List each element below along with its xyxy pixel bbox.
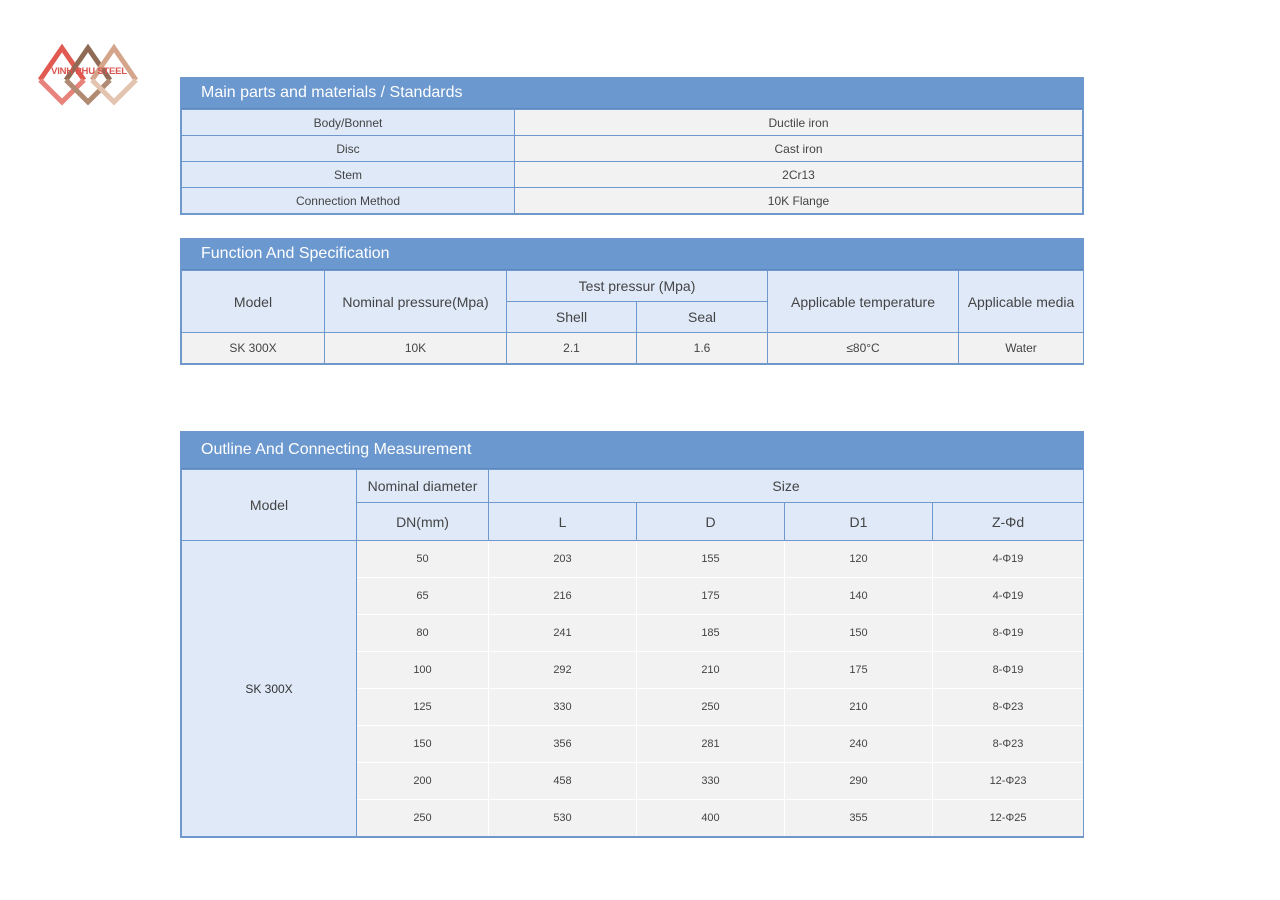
cell-d1: 210	[785, 689, 933, 726]
cell-z: 12-Φ25	[933, 800, 1084, 837]
cell-l: 216	[489, 578, 637, 615]
cell-dn: 200	[357, 763, 489, 800]
cell-d1: 290	[785, 763, 933, 800]
table-row	[182, 188, 1083, 214]
cell-d: 250	[637, 689, 785, 726]
cell-d: 155	[637, 541, 785, 578]
header-z: Z-Φd	[933, 503, 1084, 541]
header-model: Model	[182, 470, 357, 541]
function-section	[180, 238, 1084, 365]
cell-d: 185	[637, 615, 785, 652]
cell-seal: 1.6	[637, 333, 768, 364]
material-value: 10K Flange	[515, 188, 1083, 214]
cell-d: 330	[637, 763, 785, 800]
table-header-row	[182, 470, 1084, 503]
part-name: Body/Bonnet	[182, 110, 515, 136]
cell-d1: 140	[785, 578, 933, 615]
part-name: Disc	[182, 136, 515, 162]
cell-z: 4-Φ19	[933, 578, 1084, 615]
header-temperature: Applicable temperature	[768, 271, 959, 333]
material-value: Ductile iron	[515, 110, 1083, 136]
cell-d: 210	[637, 652, 785, 689]
cell-l: 203	[489, 541, 637, 578]
header-seal: Seal	[637, 302, 768, 333]
cell-temperature: ≤80°C	[768, 333, 959, 364]
part-name: Stem	[182, 162, 515, 188]
function-title: Function And Specification	[181, 239, 1083, 270]
header-test-pressure: Test pressur (Mpa)	[507, 271, 768, 302]
cell-d1: 355	[785, 800, 933, 837]
materials-title: Main parts and materials / Standards	[181, 78, 1083, 109]
cell-dn: 50	[357, 541, 489, 578]
material-value: Cast iron	[515, 136, 1083, 162]
table-row	[182, 541, 1084, 578]
cell-d1: 120	[785, 541, 933, 578]
table-header-row	[182, 271, 1084, 302]
outline-table	[181, 469, 1084, 837]
cell-d1: 240	[785, 726, 933, 763]
header-model: Model	[182, 271, 325, 333]
table-row	[182, 162, 1083, 188]
cell-dn: 150	[357, 726, 489, 763]
function-table	[181, 270, 1084, 364]
cell-d: 175	[637, 578, 785, 615]
cell-l: 330	[489, 689, 637, 726]
cell-l: 458	[489, 763, 637, 800]
material-value: 2Cr13	[515, 162, 1083, 188]
header-nominal-pressure: Nominal pressure(Mpa)	[325, 271, 507, 333]
header-d1: D1	[785, 503, 933, 541]
cell-dn: 125	[357, 689, 489, 726]
cell-z: 12-Φ23	[933, 763, 1084, 800]
cell-dn: 250	[357, 800, 489, 837]
cell-d1: 175	[785, 652, 933, 689]
materials-section	[180, 77, 1084, 215]
header-shell: Shell	[507, 302, 637, 333]
cell-l: 356	[489, 726, 637, 763]
header-media: Applicable media	[959, 271, 1084, 333]
cell-d: 400	[637, 800, 785, 837]
cell-l: 292	[489, 652, 637, 689]
cell-z: 8-Φ19	[933, 652, 1084, 689]
cell-dn: 65	[357, 578, 489, 615]
cell-z: 8-Φ23	[933, 689, 1084, 726]
header-d: D	[637, 503, 785, 541]
cell-model: SK 300X	[182, 541, 357, 837]
cell-z: 8-Φ19	[933, 615, 1084, 652]
part-name: Connection Method	[182, 188, 515, 214]
cell-d1: 150	[785, 615, 933, 652]
header-nominal-diameter: Nominal diameter	[357, 470, 489, 503]
cell-dn: 80	[357, 615, 489, 652]
outline-section	[180, 431, 1084, 838]
cell-l: 530	[489, 800, 637, 837]
cell-dn: 100	[357, 652, 489, 689]
table-row	[182, 136, 1083, 162]
outline-title: Outline And Connecting Measurement	[181, 432, 1083, 469]
cell-model: SK 300X	[182, 333, 325, 364]
logo-text: VINH PHU STEEL	[51, 66, 127, 77]
table-row	[182, 333, 1084, 364]
header-dn: DN(mm)	[357, 503, 489, 541]
header-size: Size	[489, 470, 1084, 503]
table-row	[182, 110, 1083, 136]
cell-d: 281	[637, 726, 785, 763]
cell-z: 4-Φ19	[933, 541, 1084, 578]
cell-nominal-pressure: 10K	[325, 333, 507, 364]
cell-z: 8-Φ23	[933, 726, 1084, 763]
header-l: L	[489, 503, 637, 541]
cell-media: Water	[959, 333, 1084, 364]
cell-shell: 2.1	[507, 333, 637, 364]
materials-table	[181, 109, 1083, 214]
cell-l: 241	[489, 615, 637, 652]
